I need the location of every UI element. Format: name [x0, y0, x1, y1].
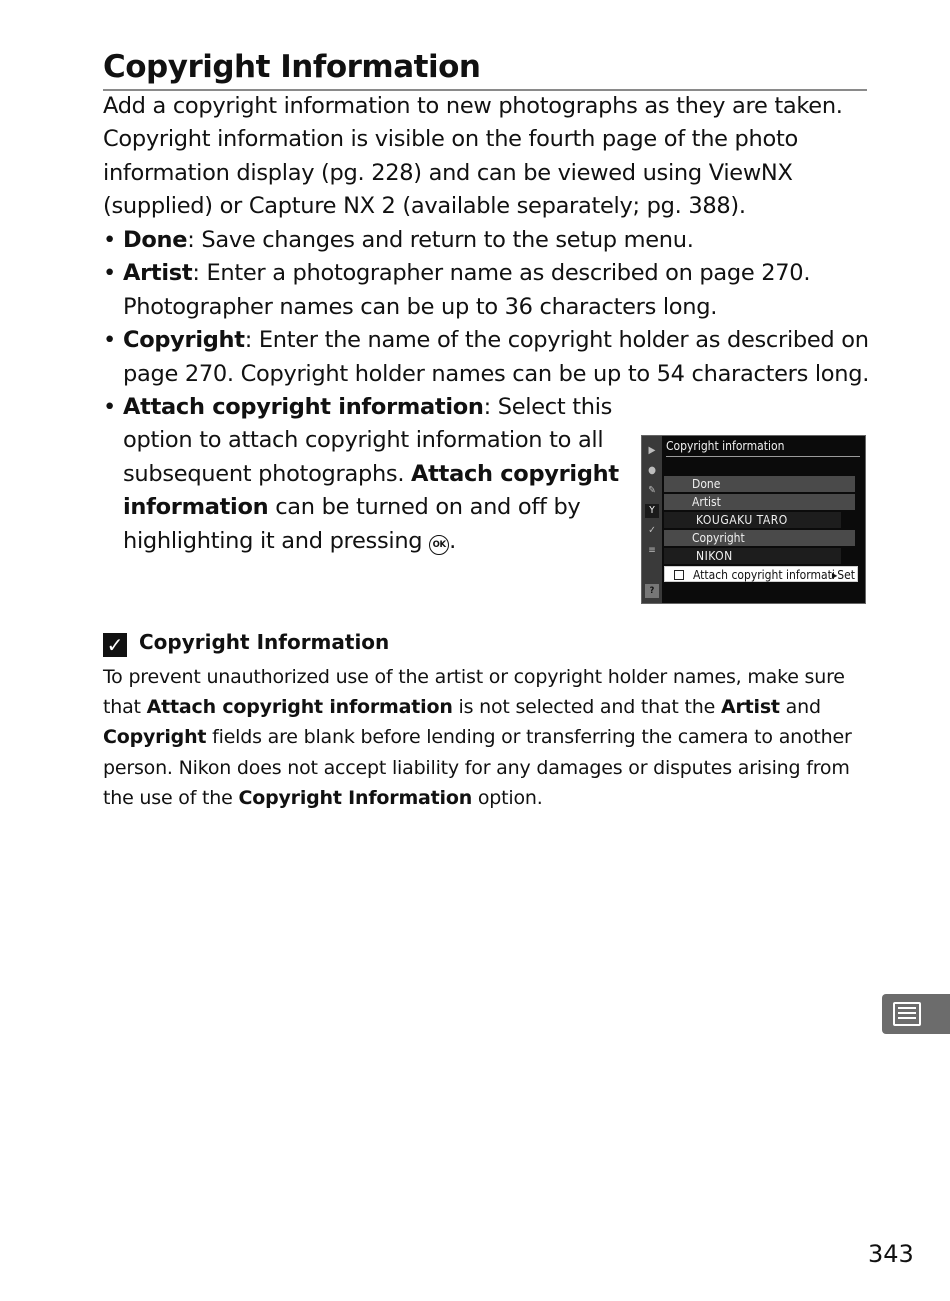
set-label: ▸Set [831, 568, 855, 582]
note-paragraph: To prevent unauthorized use of the artist or copyright holder names, make sure that Attach copyright information is not selected and that the Artist and Copyright fields are blank before lending or transferring the camera to another person. Nikon does not accept liability for any damages or disputes arising from the use of the Copyright Information option. [103, 666, 852, 809]
menu-list-icon [893, 1002, 921, 1026]
checkbox-icon [674, 570, 684, 580]
list-item-done: • Done: Save changes and return to the setup menu. [103, 227, 694, 253]
my-menu-tab-icon: ≡ [648, 545, 656, 556]
intro-paragraph: Add a copyright information to new photographs as they are taken. Copyright information is visible on the fourth page of the photo information display (pg. 228) and can be viewed using ViewNX (supplied) or Capture NX 2 (available separately; pg. 388). [103, 93, 843, 220]
ok-button-icon: OK [429, 535, 449, 555]
menu-tabs [642, 436, 662, 603]
menu-item-done: Done [664, 476, 855, 492]
attach-label: Attach copyright informati [693, 568, 835, 582]
playback-tab-icon: ▶ [648, 445, 656, 456]
term-copyright: Copyright [123, 327, 245, 354]
copyright-value: NIKON [664, 548, 841, 564]
list-item-artist: • Artist: Enter a photographer name as described on page 270. Photographer names can be up to 36 characters long. [103, 260, 811, 320]
menu-item-artist: Artist [664, 494, 855, 510]
section-tab [882, 994, 950, 1034]
setup-tab-icon: Y [645, 504, 659, 518]
list-item-copyright: • Copyright: Enter the name of the copyright holder as described on page 270. Copyright holder names can be up to 54 characters long. [103, 327, 870, 387]
list-item-attach: • Attach copyright information: Select this option to attach copyright information to all subsequent photographs. Attach copyright information can be turned on and off by highlighting it and pressing OK . [103, 394, 619, 554]
camera-menu-screenshot [641, 435, 866, 604]
custom-settings-tab-icon: ✎ [648, 485, 656, 496]
note-heading: ✓ Copyright Information [103, 627, 389, 657]
term-artist: Artist [123, 260, 193, 287]
page-number: 343 [868, 1240, 914, 1268]
menu-item-attach [664, 566, 858, 582]
artist-value: KOUGAKU TARO [664, 512, 841, 528]
menu-item-copyright: Copyright [664, 530, 855, 546]
page-title: Copyright Information [103, 48, 867, 91]
screen-title: Copyright information [666, 438, 860, 457]
checkmark-icon: ✓ [103, 633, 127, 657]
help-icon: ? [645, 584, 659, 598]
retouch-tab-icon: ✓ [648, 525, 656, 536]
term-attach: Attach copyright information [123, 394, 484, 421]
term-done: Done [123, 227, 188, 253]
shooting-tab-icon: ● [648, 465, 656, 476]
